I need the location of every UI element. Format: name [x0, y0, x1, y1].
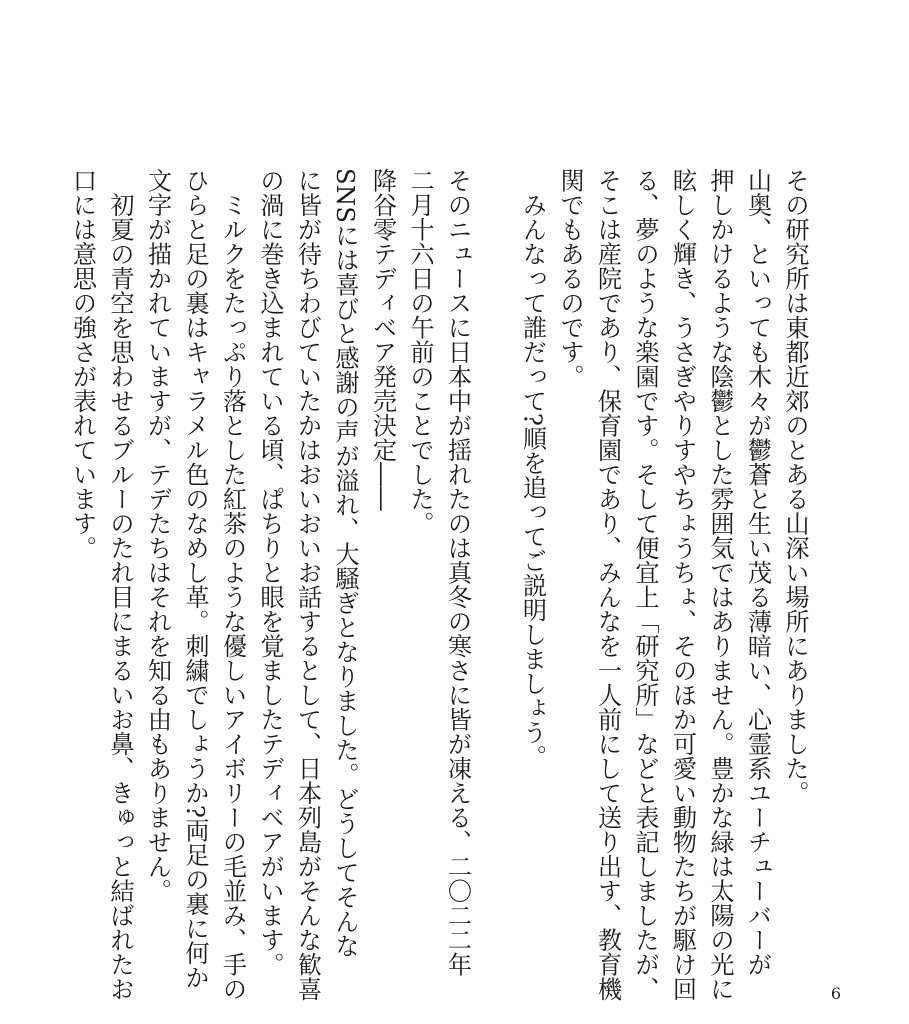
body-line-11: 降谷零テディベア発売決定―― — [368, 168, 397, 511]
body-line-12: SNSには喜びと感謝の声が溢れ、大騒ぎとなりました。どうしてそんな — [331, 168, 359, 959]
body-line-1: その研究所は東都近郊のとある山深い場所にありました。 — [781, 168, 809, 805]
body-line-18: 初夏の青空を思わせるブルーのたれ目にまるいお鼻、きゅっと結ばれたお — [106, 168, 134, 1001]
paragraph-break — [476, 168, 514, 948]
body-line-15: ミルクをたっぷり落とした紅茶のような優しいアイボリーの毛並み、手の — [218, 168, 247, 1001]
body-line-7: 関でもあるのです。 — [556, 168, 584, 389]
body-line-6: そこは産院であり、保育園であり、みんなを一人前にして送り出す、教育機 — [593, 168, 622, 1001]
body-line-9: そのニュースに日本中が揺れたのは真冬の寒さに皆が凍える、二〇二二年 — [443, 168, 472, 977]
body-line-13: に皆が待ちわびていたかはおいおいお話するとして、日本列島がそんな歓喜 — [293, 168, 322, 1001]
body-line-3: 押しかけるような陰鬱とした雰囲気ではありません。豊かな緑は太陽の光に — [706, 168, 734, 1001]
body-line-8: みんなって誰だって?順を追ってご説明しましょう。 — [518, 168, 547, 770]
vertical-body-text — [63, 168, 813, 1001]
page-number: 6 — [830, 984, 842, 1003]
body-line-10: 二月十六日の午前のことでした。 — [406, 168, 434, 536]
body-line-5: る、夢のような楽園です。そして便宜上「研究所」などと表記しましたが、 — [631, 168, 659, 1001]
body-line-14: の渦に巻き込まれている頃、ぱちりと眼を覚ましたテディベアがいます。 — [256, 168, 284, 977]
body-line-19: 口には意思の強さが表れています。 — [68, 168, 97, 560]
body-line-17: 文字が描かれていますが、テデたちはそれを知る由もありません。 — [143, 168, 172, 903]
body-line-16: ひらと足の裏はキャラメル色のなめし革。刺繍でしょうか?両足の裏に何か — [181, 168, 209, 990]
body-line-2: 山奥、といっても木々が鬱蒼と生い茂る薄暗い、心霊系ユーチューバーが — [743, 168, 772, 977]
body-line-4: 眩しく輝き、うさぎやりすやちょうちょ、そのほか可愛い動物たちが駆け回 — [668, 168, 697, 1001]
